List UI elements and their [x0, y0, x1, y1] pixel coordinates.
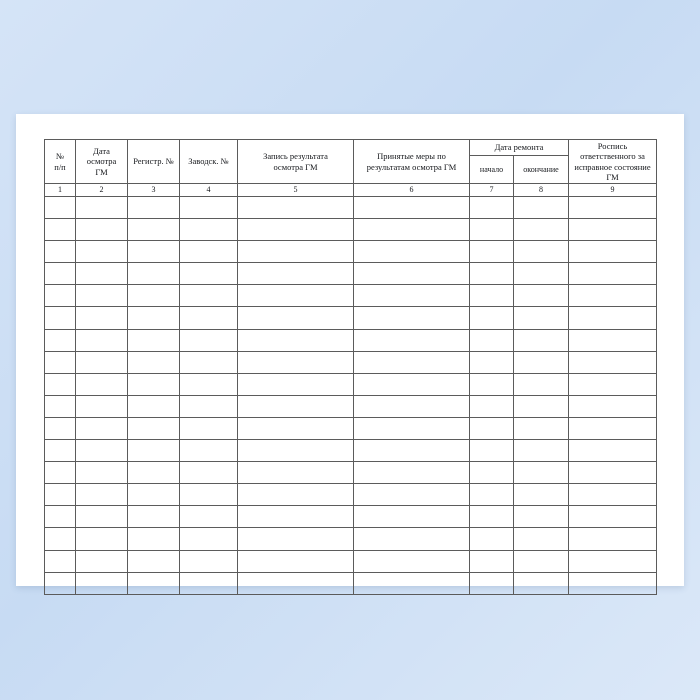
table-cell[interactable]	[514, 241, 569, 263]
table-cell[interactable]	[180, 329, 238, 351]
table-cell[interactable]	[45, 395, 76, 417]
table-cell[interactable]	[76, 351, 128, 373]
table-cell[interactable]	[238, 197, 354, 219]
table-cell[interactable]	[470, 285, 514, 307]
table-cell[interactable]	[569, 241, 657, 263]
table-row	[45, 197, 657, 219]
table-cell[interactable]	[128, 351, 180, 373]
table-cell[interactable]	[354, 506, 470, 528]
table-cell[interactable]	[128, 395, 180, 417]
header-row-titles	[45, 140, 657, 156]
table-cell[interactable]	[128, 550, 180, 572]
column-number-6: 6	[354, 184, 470, 197]
table-cell[interactable]	[514, 417, 569, 439]
table-cell[interactable]	[569, 417, 657, 439]
table-cell[interactable]	[238, 462, 354, 484]
table-cell[interactable]	[180, 440, 238, 462]
column-number-1: 1	[45, 184, 76, 197]
table-cell[interactable]	[128, 506, 180, 528]
table-cell[interactable]	[76, 417, 128, 439]
table-cell[interactable]	[569, 484, 657, 506]
table-cell[interactable]	[354, 263, 470, 285]
table-cell[interactable]	[76, 484, 128, 506]
table-cell[interactable]	[76, 329, 128, 351]
table-row	[45, 550, 657, 572]
table-cell[interactable]	[514, 506, 569, 528]
table-cell[interactable]	[45, 219, 76, 241]
table-cell[interactable]	[45, 241, 76, 263]
table-cell[interactable]	[128, 440, 180, 462]
table-cell[interactable]	[238, 550, 354, 572]
table-cell[interactable]	[354, 572, 470, 594]
table-cell[interactable]	[238, 241, 354, 263]
header-col-measures-taken	[354, 140, 470, 184]
table-cell[interactable]	[354, 351, 470, 373]
table-cell[interactable]	[569, 462, 657, 484]
column-number-3: 3	[128, 184, 180, 197]
column-number-2: 2	[76, 184, 128, 197]
table-cell[interactable]	[45, 572, 76, 594]
table-cell[interactable]	[238, 572, 354, 594]
table-cell[interactable]	[470, 550, 514, 572]
table-cell[interactable]	[128, 417, 180, 439]
table-row	[45, 241, 657, 263]
table-cell[interactable]	[128, 307, 180, 329]
table-cell[interactable]	[76, 241, 128, 263]
table-cell[interactable]	[76, 462, 128, 484]
table-cell[interactable]	[45, 440, 76, 462]
table-cell[interactable]	[514, 572, 569, 594]
table-cell[interactable]	[128, 373, 180, 395]
table-cell[interactable]	[569, 329, 657, 351]
header-col-number-line1: №	[55, 151, 65, 162]
table-cell[interactable]	[569, 219, 657, 241]
table-cell[interactable]	[128, 572, 180, 594]
table-cell[interactable]	[45, 484, 76, 506]
table-cell[interactable]	[354, 484, 470, 506]
column-number-7: 7	[470, 184, 514, 197]
table-cell[interactable]	[45, 197, 76, 219]
table-cell[interactable]	[238, 528, 354, 550]
table-cell[interactable]	[354, 395, 470, 417]
table-cell[interactable]	[45, 506, 76, 528]
table-cell[interactable]	[128, 219, 180, 241]
table-cell[interactable]	[514, 351, 569, 373]
table-cell[interactable]	[514, 484, 569, 506]
table-row	[45, 307, 657, 329]
table-cell[interactable]	[569, 528, 657, 550]
table-cell[interactable]	[470, 572, 514, 594]
table-cell[interactable]	[514, 373, 569, 395]
table-cell[interactable]	[569, 572, 657, 594]
table-cell[interactable]	[238, 219, 354, 241]
table-cell[interactable]	[470, 440, 514, 462]
table-cell[interactable]	[238, 417, 354, 439]
table-cell[interactable]	[238, 373, 354, 395]
table-cell[interactable]	[45, 329, 76, 351]
header-col-measures-taken-line2: результатам осмотра ГМ	[366, 161, 457, 172]
table-cell[interactable]	[45, 285, 76, 307]
table-cell[interactable]	[180, 307, 238, 329]
table-cell[interactable]	[128, 263, 180, 285]
table-cell[interactable]	[514, 307, 569, 329]
table-cell[interactable]	[470, 241, 514, 263]
column-number-8: 8	[514, 184, 569, 197]
table-cell[interactable]	[180, 462, 238, 484]
table-cell[interactable]	[354, 440, 470, 462]
table-row	[45, 506, 657, 528]
table-row	[45, 572, 657, 594]
table-cell[interactable]	[514, 440, 569, 462]
header-row-column-numbers	[45, 184, 657, 197]
header-col-responsible-signature-line3: исправное состояние	[574, 161, 651, 172]
table-row	[45, 417, 657, 439]
header-col-inspection-result-line2: осмотра ГМ	[273, 161, 318, 172]
header-col-responsible-signature	[569, 140, 657, 184]
table-cell[interactable]	[76, 219, 128, 241]
table-cell[interactable]	[128, 462, 180, 484]
table-cell[interactable]	[470, 484, 514, 506]
table-cell[interactable]	[470, 528, 514, 550]
table-cell[interactable]	[569, 550, 657, 572]
table-cell[interactable]	[180, 351, 238, 373]
table-cell[interactable]	[470, 417, 514, 439]
table-cell[interactable]	[514, 550, 569, 572]
header-col-measures-taken-line1: Принятые меры по	[377, 151, 446, 162]
table-cell[interactable]	[470, 219, 514, 241]
table-cell[interactable]	[354, 307, 470, 329]
table-cell[interactable]	[354, 329, 470, 351]
table-cell[interactable]	[569, 395, 657, 417]
table-cell[interactable]	[45, 462, 76, 484]
table-cell[interactable]	[514, 462, 569, 484]
table-cell[interactable]	[238, 329, 354, 351]
table-cell[interactable]	[180, 219, 238, 241]
table-row	[45, 351, 657, 373]
table-cell[interactable]	[128, 329, 180, 351]
form-area	[44, 139, 656, 565]
table-cell[interactable]	[569, 285, 657, 307]
header-col-inspection-date-line2: осмотра	[86, 156, 117, 167]
table-row	[45, 285, 657, 307]
table-cell[interactable]	[354, 462, 470, 484]
table-cell[interactable]	[45, 307, 76, 329]
table-cell[interactable]	[76, 528, 128, 550]
table-cell[interactable]	[354, 219, 470, 241]
table-cell[interactable]	[180, 373, 238, 395]
table-row	[45, 373, 657, 395]
table-cell[interactable]	[514, 263, 569, 285]
table-cell[interactable]	[569, 373, 657, 395]
table-cell[interactable]	[238, 484, 354, 506]
table-cell[interactable]	[45, 550, 76, 572]
table-cell[interactable]	[470, 462, 514, 484]
table-cell[interactable]	[238, 395, 354, 417]
table-cell[interactable]	[45, 263, 76, 285]
table-cell[interactable]	[76, 285, 128, 307]
header-col-number	[45, 140, 76, 184]
header-col-inspection-result	[238, 140, 354, 184]
table-cell[interactable]	[354, 528, 470, 550]
table-cell[interactable]	[514, 329, 569, 351]
table-cell[interactable]	[569, 440, 657, 462]
table-cell[interactable]	[76, 506, 128, 528]
table-row	[45, 329, 657, 351]
table-cell[interactable]	[470, 307, 514, 329]
inspection-journal-table	[44, 139, 657, 595]
table-row	[45, 462, 657, 484]
table-cell[interactable]	[238, 506, 354, 528]
table-cell[interactable]	[76, 307, 128, 329]
table-cell[interactable]	[76, 395, 128, 417]
table-cell[interactable]	[569, 351, 657, 373]
table-cell[interactable]	[180, 285, 238, 307]
table-cell[interactable]	[354, 373, 470, 395]
table-cell[interactable]	[354, 285, 470, 307]
table-cell[interactable]	[180, 484, 238, 506]
table-cell[interactable]	[470, 506, 514, 528]
table-cell[interactable]	[514, 285, 569, 307]
header-col-number-line2: п/п	[54, 161, 66, 172]
header-col-inspection-date	[76, 140, 128, 184]
table-cell[interactable]	[470, 351, 514, 373]
table-cell[interactable]	[470, 197, 514, 219]
table-cell[interactable]	[354, 241, 470, 263]
column-number-9: 9	[569, 184, 657, 197]
table-cell[interactable]	[569, 307, 657, 329]
table-cell[interactable]	[76, 263, 128, 285]
table-row	[45, 395, 657, 417]
table-cell[interactable]	[470, 373, 514, 395]
header-col-repair-start: начало	[470, 156, 514, 184]
table-cell[interactable]	[514, 395, 569, 417]
header-col-responsible-signature-line1: Роспись	[597, 141, 628, 152]
table-cell[interactable]	[128, 197, 180, 219]
table-cell[interactable]	[238, 351, 354, 373]
table-cell[interactable]	[76, 373, 128, 395]
table-cell[interactable]	[180, 550, 238, 572]
table-cell[interactable]	[45, 373, 76, 395]
table-cell[interactable]	[180, 241, 238, 263]
header-col-registration-number: Регистр. №	[128, 140, 180, 184]
table-cell[interactable]	[354, 417, 470, 439]
table-cell[interactable]	[470, 395, 514, 417]
table-cell[interactable]	[238, 440, 354, 462]
table-row	[45, 440, 657, 462]
table-cell[interactable]	[180, 417, 238, 439]
table-cell[interactable]	[354, 197, 470, 219]
header-col-responsible-signature-line2: ответственного за	[580, 151, 645, 162]
table-cell[interactable]	[470, 329, 514, 351]
table-cell[interactable]	[76, 572, 128, 594]
table-cell[interactable]	[238, 263, 354, 285]
table-cell[interactable]	[569, 197, 657, 219]
table-cell[interactable]	[128, 484, 180, 506]
table-cell[interactable]	[76, 550, 128, 572]
table-cell[interactable]	[45, 417, 76, 439]
table-row	[45, 263, 657, 285]
table-cell[interactable]	[180, 528, 238, 550]
table-row	[45, 219, 657, 241]
table-cell[interactable]	[470, 263, 514, 285]
header-group-repair-date: Дата ремонта	[470, 140, 569, 156]
header-col-repair-end: окончание	[514, 156, 569, 184]
table-cell[interactable]	[180, 395, 238, 417]
table-header	[45, 140, 657, 197]
header-col-responsible-signature-line4: ГМ	[606, 171, 619, 182]
header-col-inspection-date-line1: Дата	[93, 146, 110, 157]
table-cell[interactable]	[238, 285, 354, 307]
table-cell[interactable]	[569, 263, 657, 285]
table-cell[interactable]	[180, 263, 238, 285]
header-col-inspection-result-line1: Запись результата	[263, 151, 328, 162]
table-cell[interactable]	[128, 241, 180, 263]
table-cell[interactable]	[76, 440, 128, 462]
table-row	[45, 484, 657, 506]
column-number-4: 4	[180, 184, 238, 197]
table-cell[interactable]	[128, 528, 180, 550]
table-cell[interactable]	[128, 285, 180, 307]
table-body	[45, 197, 657, 595]
table-cell[interactable]	[76, 197, 128, 219]
column-number-5: 5	[238, 184, 354, 197]
table-cell[interactable]	[180, 197, 238, 219]
table-cell[interactable]	[514, 219, 569, 241]
table-cell[interactable]	[514, 197, 569, 219]
header-col-factory-number: Заводск. №	[180, 140, 238, 184]
paper-sheet	[16, 114, 684, 586]
table-row	[45, 528, 657, 550]
table-cell[interactable]	[180, 572, 238, 594]
table-cell[interactable]	[354, 550, 470, 572]
table-cell[interactable]	[514, 528, 569, 550]
table-cell[interactable]	[45, 351, 76, 373]
table-cell[interactable]	[569, 506, 657, 528]
table-cell[interactable]	[180, 506, 238, 528]
table-cell[interactable]	[238, 307, 354, 329]
table-cell[interactable]	[45, 528, 76, 550]
header-col-inspection-date-line3: ГМ	[95, 166, 108, 177]
